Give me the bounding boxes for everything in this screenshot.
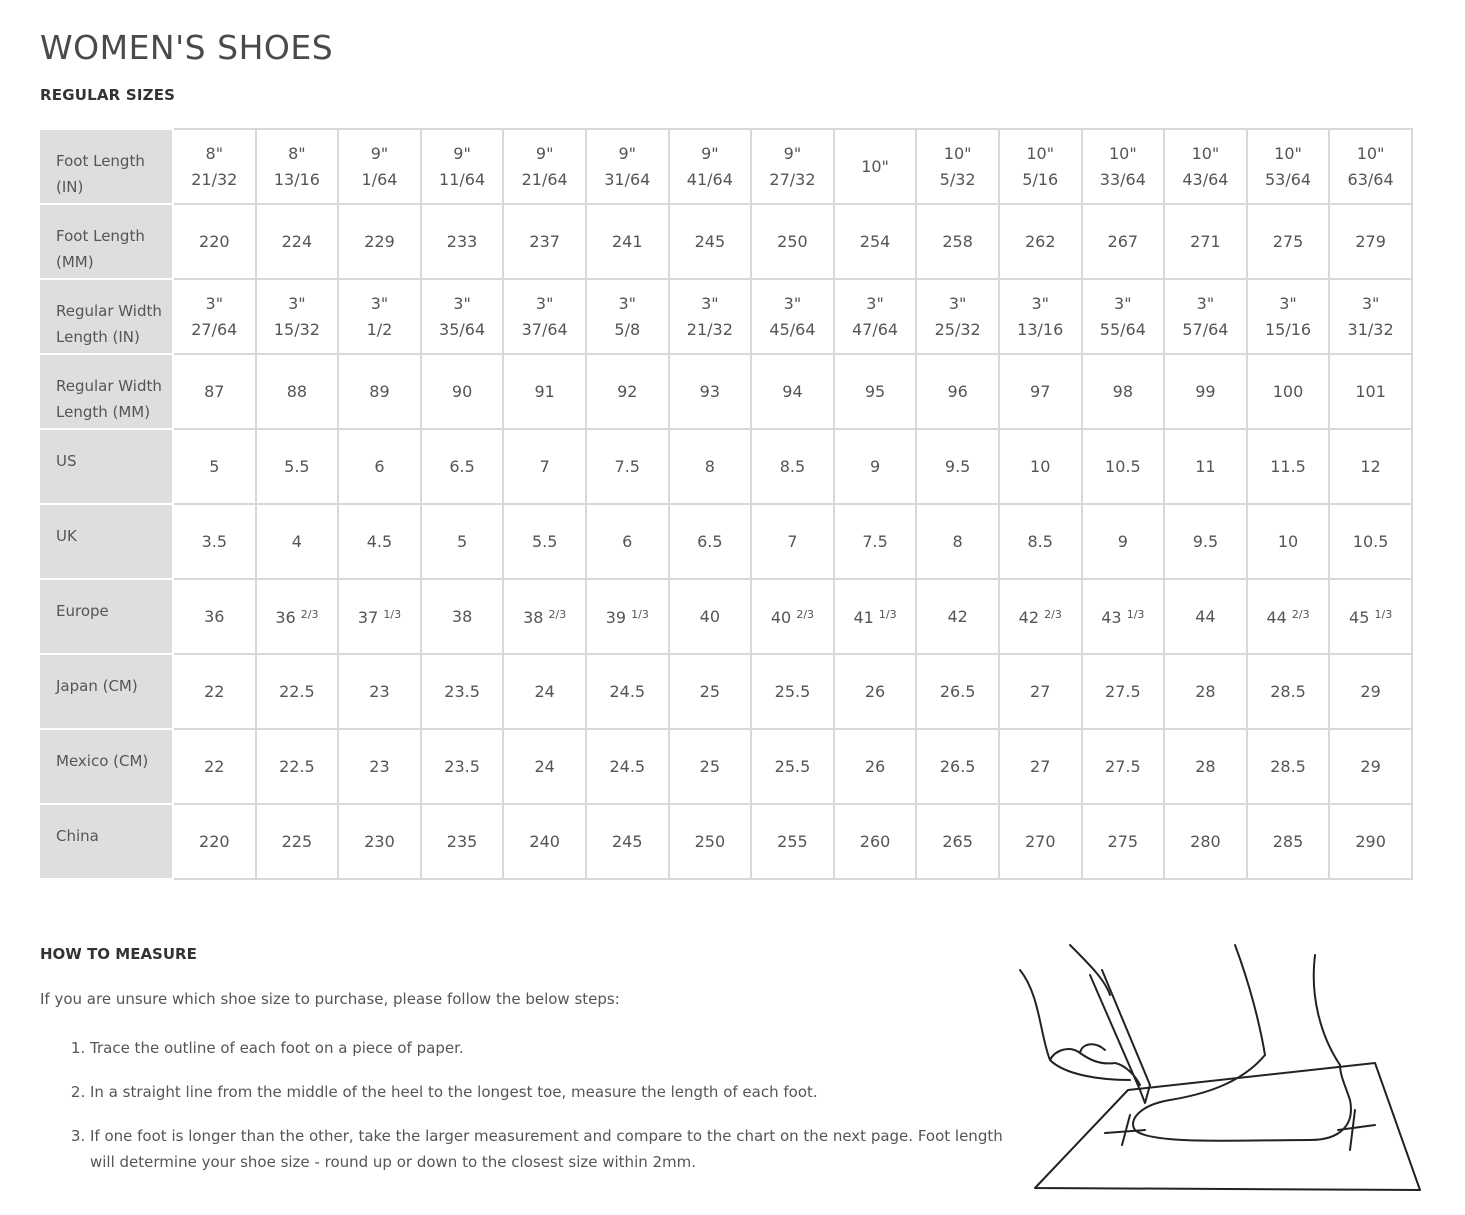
cell-whole: 9" <box>453 143 471 163</box>
table-cell <box>1082 279 1165 354</box>
table-cell: 5.5 <box>503 504 586 579</box>
cell-fraction: 13/16 <box>1017 319 1064 339</box>
table-cell <box>916 129 999 204</box>
table-cell <box>916 579 999 654</box>
cell-fraction: 2/3 <box>300 608 319 621</box>
cell-fraction: 27/64 <box>191 319 238 339</box>
cell-whole: 40 <box>699 606 721 626</box>
table-cell <box>1247 129 1330 204</box>
cell-whole: 38 <box>523 608 544 627</box>
cell-whole: 42 <box>947 606 968 626</box>
table-cell: 27 <box>999 654 1082 729</box>
table-cell: 4 <box>256 504 339 579</box>
table-cell <box>173 279 256 354</box>
table-cell <box>503 579 586 654</box>
cell-whole: 42 <box>1018 608 1040 627</box>
table-cell: 8 <box>916 504 999 579</box>
table-cell: 26.5 <box>916 654 999 729</box>
table-cell <box>751 129 834 204</box>
table-cell <box>999 279 1082 354</box>
measure-steps-list <box>40 1035 1030 1193</box>
table-cell: 27.5 <box>1082 654 1165 729</box>
cell-fraction: 2/3 <box>548 608 567 621</box>
table-cell: 6 <box>586 504 669 579</box>
table-cell: 25.5 <box>751 654 834 729</box>
table-cell: 275 <box>1247 204 1330 279</box>
table-cell: 8.5 <box>999 504 1082 579</box>
table-cell: 7 <box>751 504 834 579</box>
table-cell <box>999 579 1082 654</box>
row-label: Europe <box>40 579 173 654</box>
cell-fraction: 43/64 <box>1182 169 1229 189</box>
cell-whole: 3" <box>453 293 471 313</box>
table-cell: 3.5 <box>173 504 256 579</box>
foot-tracing-illustration <box>1010 935 1430 1200</box>
how-to-measure-heading: HOW TO MEASURE <box>40 945 197 963</box>
table-cell: 7.5 <box>834 504 917 579</box>
table-cell: 9.5 <box>1164 504 1247 579</box>
page-title: WOMEN'S SHOES <box>40 28 334 67</box>
table-cell: 265 <box>916 804 999 879</box>
table-cell: 91 <box>503 354 586 429</box>
cell-fraction: 21/64 <box>521 169 568 189</box>
cell-whole: 45 <box>1349 608 1370 627</box>
cell-fraction: 33/64 <box>1099 169 1146 189</box>
cell-whole: 3" <box>205 293 224 313</box>
table-cell: 250 <box>751 204 834 279</box>
cell-whole: 3" <box>1114 293 1132 313</box>
table-cell: 230 <box>338 804 421 879</box>
table-cell: 98 <box>1082 354 1165 429</box>
cell-fraction: 31/32 <box>1347 319 1394 339</box>
table-cell: 233 <box>421 204 504 279</box>
cell-whole: 3" <box>1031 293 1049 313</box>
row-label: Foot Length (MM) <box>40 204 173 279</box>
cell-fraction: 53/64 <box>1264 169 1312 189</box>
table-cell: 22 <box>173 654 256 729</box>
cell-whole: 10" <box>861 156 889 176</box>
table-row <box>40 804 1412 879</box>
table-cell <box>751 579 834 654</box>
table-cell <box>503 279 586 354</box>
table-cell <box>586 279 669 354</box>
cell-whole: 3" <box>1361 293 1380 313</box>
table-cell: 241 <box>586 204 669 279</box>
cell-whole: 10" <box>943 143 972 163</box>
row-label: Japan (CM) <box>40 654 173 729</box>
cell-fraction: 57/64 <box>1182 319 1229 339</box>
cell-fraction: 41/64 <box>686 169 733 189</box>
table-cell: 285 <box>1247 804 1330 879</box>
cell-fraction: 21/32 <box>686 319 733 339</box>
cell-whole: 44 <box>1195 606 1216 626</box>
table-cell: 23.5 <box>421 654 504 729</box>
cell-whole: 9" <box>618 143 637 163</box>
cell-whole: 3" <box>370 293 389 313</box>
table-cell: 255 <box>751 804 834 879</box>
table-cell: 28 <box>1164 654 1247 729</box>
table-cell: 224 <box>256 204 339 279</box>
table-cell <box>1247 279 1330 354</box>
table-cell: 29 <box>1329 654 1412 729</box>
table-cell: 8.5 <box>751 429 834 504</box>
table-cell: 100 <box>1247 354 1330 429</box>
cell-fraction: 27/32 <box>769 169 816 189</box>
cell-fraction: 55/64 <box>1099 319 1146 339</box>
table-cell: 7 <box>503 429 586 504</box>
table-cell: 28.5 <box>1247 729 1330 804</box>
cell-fraction: 21/32 <box>191 169 238 189</box>
table-cell: 24 <box>503 654 586 729</box>
table-cell: 220 <box>173 804 256 879</box>
table-cell <box>1247 579 1330 654</box>
table-cell: 26 <box>834 654 917 729</box>
table-row <box>40 579 1412 654</box>
table-cell: 23 <box>338 729 421 804</box>
table-cell <box>834 579 917 654</box>
table-cell: 99 <box>1164 354 1247 429</box>
cell-fraction: 15/32 <box>273 319 320 339</box>
cell-fraction: 11/64 <box>439 169 486 189</box>
cell-fraction: 1/3 <box>631 608 649 621</box>
table-cell <box>256 579 339 654</box>
cell-fraction: 15/16 <box>1264 319 1312 339</box>
table-cell: 258 <box>916 204 999 279</box>
cell-whole: 9" <box>535 143 554 163</box>
table-cell: 10 <box>999 429 1082 504</box>
table-cell: 279 <box>1329 204 1412 279</box>
table-cell: 24.5 <box>586 729 669 804</box>
cell-fraction: 1/64 <box>361 169 398 189</box>
cell-whole: 9" <box>370 143 389 163</box>
table-cell: 275 <box>1082 804 1165 879</box>
table-cell: 92 <box>586 354 669 429</box>
table-cell: 225 <box>256 804 339 879</box>
row-label: Mexico (CM) <box>40 729 173 804</box>
table-cell: 240 <box>503 804 586 879</box>
table-cell: 27 <box>999 729 1082 804</box>
cell-whole: 3" <box>701 293 719 313</box>
table-cell <box>999 129 1082 204</box>
how-to-intro: If you are unsure which shoe size to purchase, please follow the below steps: <box>40 990 620 1008</box>
table-cell: 93 <box>669 354 752 429</box>
table-cell: 90 <box>421 354 504 429</box>
cell-whole: 10" <box>1356 143 1385 163</box>
table-cell: 9.5 <box>916 429 999 504</box>
table-cell: 22.5 <box>256 729 339 804</box>
table-cell: 235 <box>421 804 504 879</box>
table-row <box>40 729 1412 804</box>
table-cell: 290 <box>1329 804 1412 879</box>
table-cell <box>669 279 752 354</box>
table-cell: 24.5 <box>586 654 669 729</box>
table-cell: 7.5 <box>586 429 669 504</box>
cell-whole: 9" <box>701 143 719 163</box>
table-row <box>40 504 1412 579</box>
cell-whole: 3" <box>618 293 637 313</box>
table-cell <box>338 279 421 354</box>
cell-whole: 3" <box>288 293 306 313</box>
table-cell: 6.5 <box>669 504 752 579</box>
cell-fraction: 47/64 <box>851 319 899 339</box>
row-label: China <box>40 804 173 879</box>
table-cell: 6.5 <box>421 429 504 504</box>
measure-step: 3. If one foot is longer than the other, take the larger measurement and compare to the chart on the next page. Foot length will determine your shoe size - round up or down to the closest size within 2mm. <box>90 1123 1030 1175</box>
cell-fraction: 1/3 <box>383 608 402 621</box>
cell-whole: 38 <box>451 606 473 626</box>
table-cell: 5 <box>421 504 504 579</box>
cell-fraction: 2/3 <box>1044 608 1062 621</box>
table-cell: 245 <box>669 204 752 279</box>
cell-whole: 3" <box>1196 293 1215 313</box>
section-subtitle: REGULAR SIZES <box>40 86 176 104</box>
table-cell: 28 <box>1164 729 1247 804</box>
row-label: Regular Width Length (MM) <box>40 354 173 429</box>
cell-whole: 39 <box>605 608 627 627</box>
table-cell: 12 <box>1329 429 1412 504</box>
table-cell <box>421 279 504 354</box>
cell-whole: 9" <box>783 143 802 163</box>
table-cell <box>421 579 504 654</box>
cell-fraction: 1/3 <box>1126 608 1145 621</box>
cell-whole: 41 <box>853 608 874 627</box>
table-cell: 220 <box>173 204 256 279</box>
table-cell <box>916 279 999 354</box>
table-cell: 9 <box>1082 504 1165 579</box>
cell-whole: 36 <box>204 606 225 626</box>
measure-step: 2. In a straight line from the middle of the heel to the longest toe, measure the length of each foot. <box>90 1079 1030 1105</box>
table-cell <box>669 579 752 654</box>
cell-fraction: 1/3 <box>1374 608 1393 621</box>
table-cell: 28.5 <box>1247 654 1330 729</box>
cell-whole: 43 <box>1101 608 1122 627</box>
table-cell: 8 <box>669 429 752 504</box>
table-cell <box>338 129 421 204</box>
cell-fraction: 63/64 <box>1347 169 1394 189</box>
table-cell: 25 <box>669 729 752 804</box>
table-cell: 23.5 <box>421 729 504 804</box>
table-cell <box>256 129 339 204</box>
table-cell: 10.5 <box>1329 504 1412 579</box>
table-cell: 94 <box>751 354 834 429</box>
table-cell: 27.5 <box>1082 729 1165 804</box>
table-cell: 9 <box>834 429 917 504</box>
row-label: UK <box>40 504 173 579</box>
table-cell <box>586 579 669 654</box>
cell-whole: 10" <box>1274 143 1302 163</box>
table-cell: 280 <box>1164 804 1247 879</box>
table-cell: 229 <box>338 204 421 279</box>
table-cell: 87 <box>173 354 256 429</box>
table-cell: 89 <box>338 354 421 429</box>
table-cell: 26 <box>834 729 917 804</box>
table-cell <box>1329 579 1412 654</box>
cell-whole: 3" <box>1279 293 1297 313</box>
cell-whole: 3" <box>948 293 967 313</box>
cell-fraction: 5/32 <box>939 169 976 189</box>
table-cell: 5.5 <box>256 429 339 504</box>
cell-fraction: 37/64 <box>521 319 568 339</box>
table-cell: 262 <box>999 204 1082 279</box>
row-label: Foot Length (IN) <box>40 129 173 204</box>
table-cell <box>751 279 834 354</box>
cell-fraction: 1/2 <box>366 319 393 339</box>
cell-whole: 37 <box>357 608 379 627</box>
table-cell: 23 <box>338 654 421 729</box>
table-cell <box>586 129 669 204</box>
cell-fraction: 45/64 <box>769 319 816 339</box>
table-cell <box>1164 279 1247 354</box>
cell-whole: 8" <box>288 143 306 163</box>
table-cell <box>1082 579 1165 654</box>
table-cell: 25.5 <box>751 729 834 804</box>
table-cell <box>1329 279 1412 354</box>
table-cell: 6 <box>338 429 421 504</box>
cell-whole: 40 <box>770 608 792 627</box>
table-cell <box>669 129 752 204</box>
cell-whole: 36 <box>275 608 296 627</box>
table-cell: 24 <box>503 729 586 804</box>
table-cell: 95 <box>834 354 917 429</box>
table-cell <box>256 279 339 354</box>
table-cell: 11 <box>1164 429 1247 504</box>
table-cell: 4.5 <box>338 504 421 579</box>
table-cell <box>1164 129 1247 204</box>
cell-fraction: 25/32 <box>934 319 981 339</box>
cell-fraction: 2/3 <box>796 608 815 621</box>
table-row <box>40 129 1412 204</box>
table-cell <box>1329 129 1412 204</box>
cell-whole: 3" <box>535 293 554 313</box>
table-cell: 267 <box>1082 204 1165 279</box>
cell-fraction: 5/8 <box>614 319 641 339</box>
table-cell: 11.5 <box>1247 429 1330 504</box>
table-cell <box>173 579 256 654</box>
cell-fraction: 5/16 <box>1022 169 1059 189</box>
cell-whole: 10" <box>1191 143 1220 163</box>
table-cell: 5 <box>173 429 256 504</box>
table-cell <box>173 129 256 204</box>
table-row <box>40 204 1412 279</box>
row-label: US <box>40 429 173 504</box>
table-cell: 26.5 <box>916 729 999 804</box>
cell-fraction: 31/64 <box>604 169 651 189</box>
cell-whole: 44 <box>1266 608 1287 627</box>
table-cell <box>1164 579 1247 654</box>
table-cell: 250 <box>669 804 752 879</box>
cell-fraction: 13/16 <box>273 169 320 189</box>
table-cell: 254 <box>834 204 917 279</box>
table-cell <box>834 129 917 204</box>
table-cell: 237 <box>503 204 586 279</box>
table-row <box>40 279 1412 354</box>
table-cell: 245 <box>586 804 669 879</box>
table-cell: 270 <box>999 804 1082 879</box>
table-cell: 10.5 <box>1082 429 1165 504</box>
cell-fraction: 1/3 <box>878 608 897 621</box>
cell-whole: 3" <box>866 293 884 313</box>
table-row <box>40 654 1412 729</box>
table-cell: 96 <box>916 354 999 429</box>
table-row <box>40 354 1412 429</box>
cell-whole: 8" <box>205 143 224 163</box>
table-cell <box>834 279 917 354</box>
table-cell <box>503 129 586 204</box>
row-label: Regular Width Length (IN) <box>40 279 173 354</box>
table-cell: 97 <box>999 354 1082 429</box>
table-cell: 10 <box>1247 504 1330 579</box>
table-cell: 271 <box>1164 204 1247 279</box>
table-cell: 22 <box>173 729 256 804</box>
cell-fraction: 2/3 <box>1291 608 1310 621</box>
table-cell: 101 <box>1329 354 1412 429</box>
table-cell: 29 <box>1329 729 1412 804</box>
table-cell <box>1082 129 1165 204</box>
table-cell: 25 <box>669 654 752 729</box>
table-cell: 88 <box>256 354 339 429</box>
table-row <box>40 429 1412 504</box>
cell-fraction: 35/64 <box>439 319 486 339</box>
table-cell: 22.5 <box>256 654 339 729</box>
table-cell: 260 <box>834 804 917 879</box>
cell-whole: 10" <box>1108 143 1137 163</box>
measure-step: 1. Trace the outline of each foot on a piece of paper. <box>90 1035 1030 1061</box>
cell-whole: 3" <box>783 293 802 313</box>
table-cell <box>421 129 504 204</box>
cell-whole: 10" <box>1026 143 1055 163</box>
size-chart-table <box>40 128 1413 880</box>
table-cell <box>338 579 421 654</box>
